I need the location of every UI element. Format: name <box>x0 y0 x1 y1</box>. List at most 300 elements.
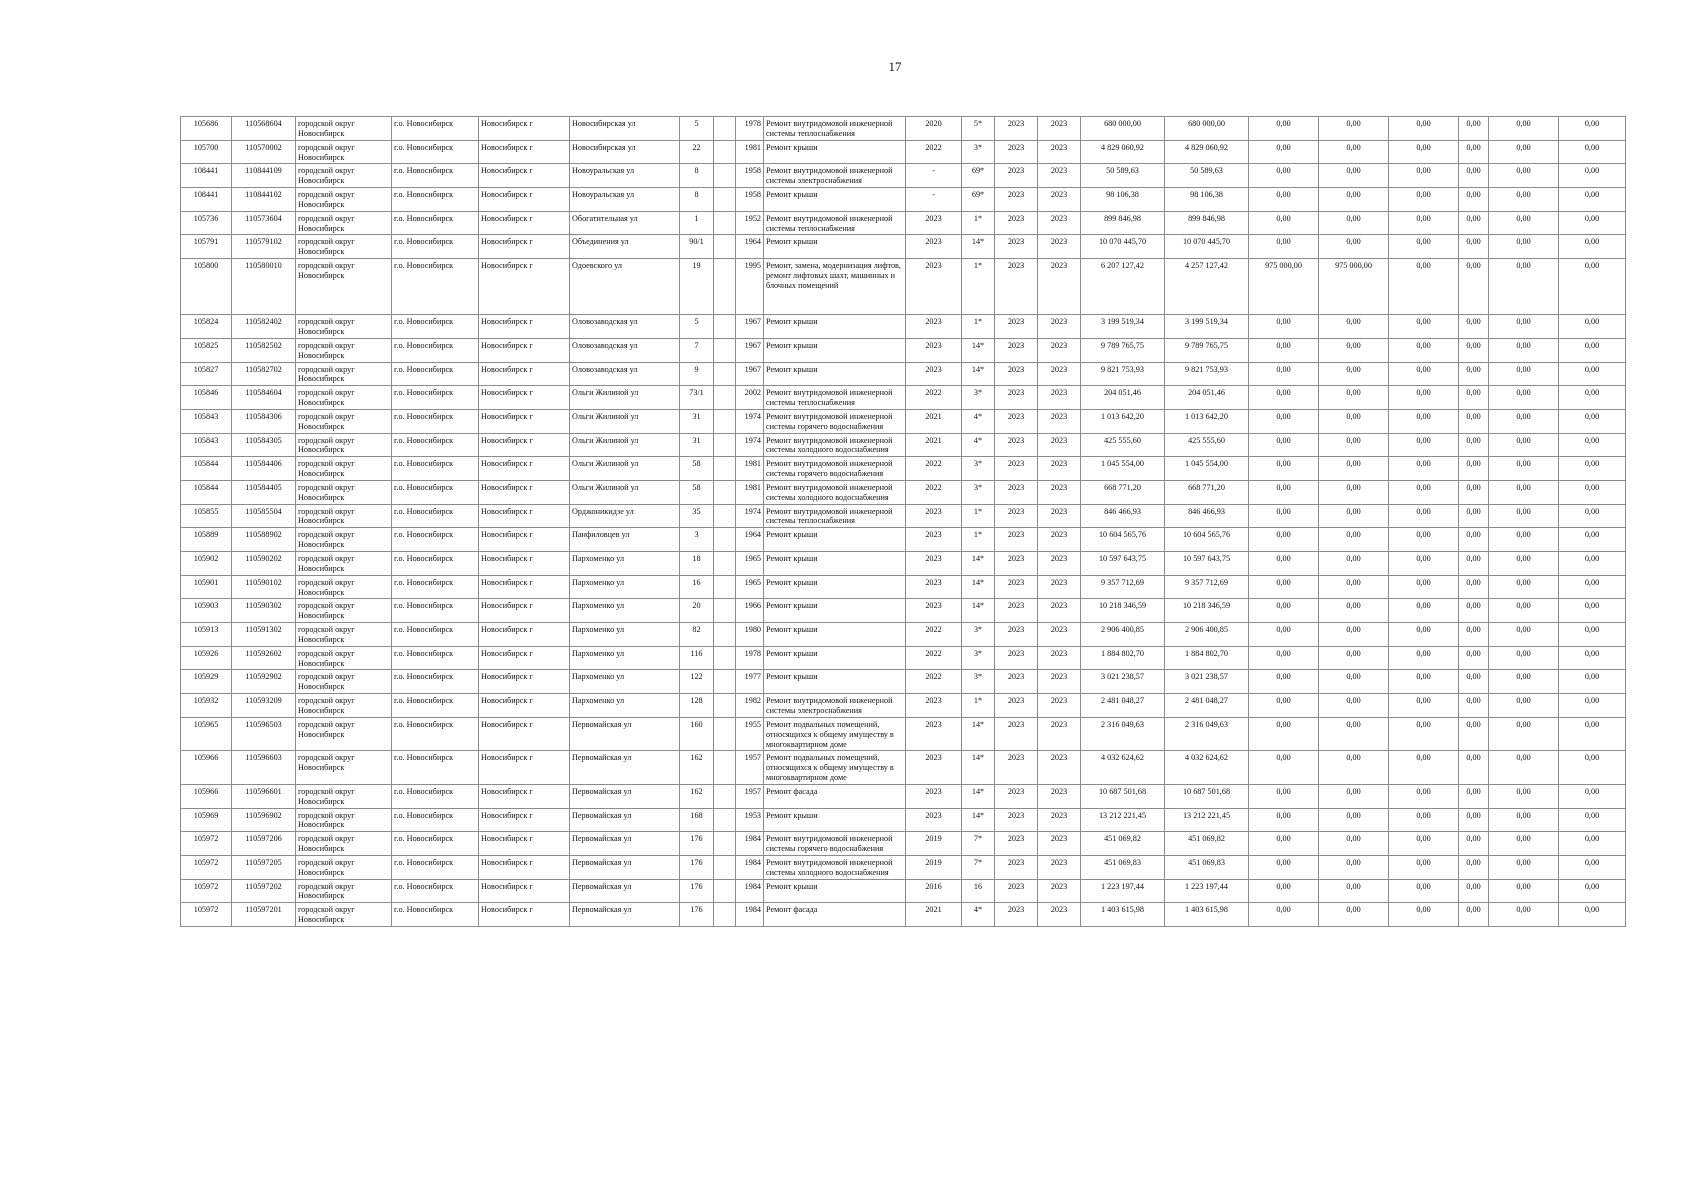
cell-fund-cost: 2 481 048,27 <box>1165 694 1249 718</box>
cell-value-6: 0,00 <box>1559 879 1626 903</box>
cell-municipality: г.о. Новосибирск <box>392 694 479 718</box>
table-row <box>181 832 1626 856</box>
cell-value-5: 0,00 <box>1489 504 1559 528</box>
cell-value-3: 0,00 <box>1389 599 1459 623</box>
cell-building <box>714 670 736 694</box>
cell-fund-cost: 668 771,20 <box>1165 480 1249 504</box>
cell-total-cost: 4 032 624,62 <box>1081 751 1165 785</box>
cell-building <box>714 646 736 670</box>
cell-total-cost: 98 106,38 <box>1081 188 1165 212</box>
cell-municipality: г.о. Новосибирск <box>392 552 479 576</box>
cell-code: 110591302 <box>232 623 296 647</box>
cell-value-3: 0,00 <box>1389 117 1459 141</box>
cell-work-type: Ремонт внутридомовой инженерной системы горячего водоснабжения <box>764 409 906 433</box>
cell-value-5: 0,00 <box>1489 599 1559 623</box>
cell-year-built: 2002 <box>736 386 764 410</box>
cell-year-built: 1980 <box>736 623 764 647</box>
cell-street: Оловозаводская ул <box>570 338 680 362</box>
table-row <box>181 409 1626 433</box>
cell-value-4: 0,00 <box>1459 259 1489 315</box>
cell-value-3: 0,00 <box>1389 259 1459 315</box>
cell-municipality: г.о. Новосибирск <box>392 784 479 808</box>
cell-code: 110588902 <box>232 528 296 552</box>
cell-value-5: 0,00 <box>1489 480 1559 504</box>
cell-plan-start: 2023 <box>995 338 1038 362</box>
table-row <box>181 670 1626 694</box>
cell-year-built: 1964 <box>736 528 764 552</box>
cell-priority: 69* <box>962 164 995 188</box>
cell-city: Новосибирск г <box>479 386 570 410</box>
cell-year-built: 1967 <box>736 338 764 362</box>
cell-value-1: 0,00 <box>1249 575 1319 599</box>
table-row <box>181 480 1626 504</box>
cell-value-2: 0,00 <box>1319 409 1389 433</box>
cell-total-cost: 13 212 221,45 <box>1081 808 1165 832</box>
cell-id: 105972 <box>181 903 232 927</box>
cell-id: 105972 <box>181 879 232 903</box>
cell-value-5: 0,00 <box>1489 808 1559 832</box>
cell-priority: 4* <box>962 903 995 927</box>
cell-value-6: 0,00 <box>1559 646 1626 670</box>
cell-value-1: 0,00 <box>1249 362 1319 386</box>
cell-id: 105800 <box>181 259 232 315</box>
cell-year-built: 1957 <box>736 784 764 808</box>
cell-code: 110584405 <box>232 480 296 504</box>
cell-house: 3 <box>680 528 714 552</box>
cell-value-1: 0,00 <box>1249 599 1319 623</box>
cell-total-cost: 9 789 765,75 <box>1081 338 1165 362</box>
cell-fund-cost: 1 223 197,44 <box>1165 879 1249 903</box>
cell-id: 105913 <box>181 623 232 647</box>
cell-building <box>714 457 736 481</box>
cell-city: Новосибирск г <box>479 409 570 433</box>
cell-district: городской округ Новосибирск <box>296 386 392 410</box>
cell-house: 9 <box>680 362 714 386</box>
cell-id: 105843 <box>181 409 232 433</box>
cell-value-3: 0,00 <box>1389 575 1459 599</box>
cell-value-2: 975 000,00 <box>1319 259 1389 315</box>
cell-priority: 14* <box>962 599 995 623</box>
cell-priority: 7* <box>962 832 995 856</box>
cell-plan-end: 2023 <box>1038 386 1081 410</box>
cell-id: 105901 <box>181 575 232 599</box>
table-row <box>181 188 1626 212</box>
cell-plan-end: 2023 <box>1038 259 1081 315</box>
cell-value-5: 0,00 <box>1489 879 1559 903</box>
cell-code: 110592602 <box>232 646 296 670</box>
cell-municipality: г.о. Новосибирск <box>392 386 479 410</box>
cell-value-4: 0,00 <box>1459 784 1489 808</box>
cell-plan-start: 2023 <box>995 575 1038 599</box>
cell-building <box>714 338 736 362</box>
cell-district: городской округ Новосибирск <box>296 646 392 670</box>
cell-plan-end: 2023 <box>1038 599 1081 623</box>
cell-value-4: 0,00 <box>1459 362 1489 386</box>
cell-building <box>714 235 736 259</box>
cell-street: Новосибирская ул <box>570 117 680 141</box>
cell-value-5: 0,00 <box>1489 670 1559 694</box>
cell-fund-cost: 9 821 753,93 <box>1165 362 1249 386</box>
cell-value-5: 0,00 <box>1489 117 1559 141</box>
cell-street: Пархоменко ул <box>570 599 680 623</box>
cell-value-6: 0,00 <box>1559 235 1626 259</box>
cell-value-6: 0,00 <box>1559 575 1626 599</box>
table-row <box>181 235 1626 259</box>
cell-street: Ольги Жилиной ул <box>570 480 680 504</box>
table-row <box>181 903 1626 927</box>
cell-district: городской округ Новосибирск <box>296 670 392 694</box>
cell-municipality: г.о. Новосибирск <box>392 480 479 504</box>
cell-value-4: 0,00 <box>1459 504 1489 528</box>
cell-plan-end: 2023 <box>1038 855 1081 879</box>
cell-street: Пархоменко ул <box>570 552 680 576</box>
cell-priority: 14* <box>962 552 995 576</box>
cell-value-4: 0,00 <box>1459 903 1489 927</box>
cell-value-4: 0,00 <box>1459 433 1489 457</box>
cell-id: 105843 <box>181 433 232 457</box>
table-row <box>181 315 1626 339</box>
cell-value-4: 0,00 <box>1459 717 1489 751</box>
cell-code: 110584306 <box>232 409 296 433</box>
cell-prev-year: 2023 <box>906 599 962 623</box>
cell-value-1: 0,00 <box>1249 751 1319 785</box>
cell-value-2: 0,00 <box>1319 235 1389 259</box>
cell-value-1: 0,00 <box>1249 879 1319 903</box>
cell-house: 8 <box>680 164 714 188</box>
cell-plan-end: 2023 <box>1038 140 1081 164</box>
cell-value-5: 0,00 <box>1489 259 1559 315</box>
cell-district: городской округ Новосибирск <box>296 188 392 212</box>
table-row <box>181 362 1626 386</box>
cell-building <box>714 140 736 164</box>
cell-plan-start: 2023 <box>995 855 1038 879</box>
cell-total-cost: 4 829 060,92 <box>1081 140 1165 164</box>
cell-building <box>714 504 736 528</box>
cell-street: Первомайская ул <box>570 855 680 879</box>
cell-plan-start: 2023 <box>995 623 1038 647</box>
cell-municipality: г.о. Новосибирск <box>392 504 479 528</box>
cell-building <box>714 480 736 504</box>
cell-plan-start: 2023 <box>995 409 1038 433</box>
cell-value-1: 0,00 <box>1249 386 1319 410</box>
cell-value-6: 0,00 <box>1559 751 1626 785</box>
cell-value-4: 0,00 <box>1459 457 1489 481</box>
cell-id: 105700 <box>181 140 232 164</box>
cell-house: 22 <box>680 140 714 164</box>
cell-value-2: 0,00 <box>1319 433 1389 457</box>
cell-building <box>714 832 736 856</box>
cell-value-4: 0,00 <box>1459 694 1489 718</box>
cell-city: Новосибирск г <box>479 552 570 576</box>
cell-plan-start: 2023 <box>995 646 1038 670</box>
cell-plan-end: 2023 <box>1038 879 1081 903</box>
cell-priority: 14* <box>962 751 995 785</box>
cell-value-4: 0,00 <box>1459 646 1489 670</box>
cell-fund-cost: 3 199 519,34 <box>1165 315 1249 339</box>
cell-work-type: Ремонт подвальных помещений, относящихся к общему имуществу в многоквартирном доме <box>764 717 906 751</box>
cell-value-2: 0,00 <box>1319 879 1389 903</box>
cell-building <box>714 903 736 927</box>
cell-prev-year: 2023 <box>906 808 962 832</box>
cell-value-6: 0,00 <box>1559 832 1626 856</box>
cell-value-6: 0,00 <box>1559 784 1626 808</box>
cell-city: Новосибирск г <box>479 575 570 599</box>
cell-value-2: 0,00 <box>1319 575 1389 599</box>
cell-value-3: 0,00 <box>1389 623 1459 647</box>
table-row <box>181 164 1626 188</box>
cell-total-cost: 10 597 643,75 <box>1081 552 1165 576</box>
cell-plan-end: 2023 <box>1038 552 1081 576</box>
cell-city: Новосибирск г <box>479 528 570 552</box>
cell-value-1: 0,00 <box>1249 646 1319 670</box>
cell-plan-start: 2023 <box>995 903 1038 927</box>
cell-value-3: 0,00 <box>1389 164 1459 188</box>
cell-district: городской округ Новосибирск <box>296 528 392 552</box>
cell-house: 176 <box>680 832 714 856</box>
cell-year-built: 1981 <box>736 140 764 164</box>
cell-prev-year: 2021 <box>906 409 962 433</box>
cell-city: Новосибирск г <box>479 211 570 235</box>
cell-value-4: 0,00 <box>1459 188 1489 212</box>
cell-work-type: Ремонт крыши <box>764 188 906 212</box>
cell-value-3: 0,00 <box>1389 832 1459 856</box>
cell-value-6: 0,00 <box>1559 259 1626 315</box>
cell-code: 110597201 <box>232 903 296 927</box>
cell-municipality: г.о. Новосибирск <box>392 409 479 433</box>
table-row <box>181 433 1626 457</box>
cell-id: 105827 <box>181 362 232 386</box>
cell-prev-year: 2021 <box>906 903 962 927</box>
cell-prev-year: 2023 <box>906 259 962 315</box>
cell-id: 108441 <box>181 188 232 212</box>
cell-house: 82 <box>680 623 714 647</box>
cell-prev-year: 2020 <box>906 117 962 141</box>
cell-value-6: 0,00 <box>1559 599 1626 623</box>
cell-value-6: 0,00 <box>1559 808 1626 832</box>
cell-total-cost: 3 021 238,57 <box>1081 670 1165 694</box>
cell-fund-cost: 4 032 624,62 <box>1165 751 1249 785</box>
cell-year-built: 1995 <box>736 259 764 315</box>
cell-value-1: 0,00 <box>1249 433 1319 457</box>
cell-plan-start: 2023 <box>995 879 1038 903</box>
cell-value-6: 0,00 <box>1559 552 1626 576</box>
cell-municipality: г.о. Новосибирск <box>392 164 479 188</box>
cell-priority: 5* <box>962 117 995 141</box>
cell-value-1: 0,00 <box>1249 552 1319 576</box>
cell-house: 8 <box>680 188 714 212</box>
cell-plan-end: 2023 <box>1038 188 1081 212</box>
cell-street: Одоевского ул <box>570 259 680 315</box>
cell-value-3: 0,00 <box>1389 188 1459 212</box>
cell-total-cost: 451 069,82 <box>1081 832 1165 856</box>
cell-plan-end: 2023 <box>1038 528 1081 552</box>
cell-prev-year: 2022 <box>906 140 962 164</box>
cell-value-3: 0,00 <box>1389 784 1459 808</box>
cell-fund-cost: 10 597 643,75 <box>1165 552 1249 576</box>
cell-value-5: 0,00 <box>1489 751 1559 785</box>
cell-work-type: Ремонт внутридомовой инженерной системы теплоснабжения <box>764 117 906 141</box>
cell-city: Новосибирск г <box>479 117 570 141</box>
cell-city: Новосибирск г <box>479 259 570 315</box>
cell-id: 105844 <box>181 457 232 481</box>
cell-district: городской округ Новосибирск <box>296 751 392 785</box>
cell-plan-end: 2023 <box>1038 409 1081 433</box>
cell-district: городской округ Новосибирск <box>296 140 392 164</box>
cell-fund-cost: 204 051,46 <box>1165 386 1249 410</box>
cell-plan-start: 2023 <box>995 784 1038 808</box>
cell-value-5: 0,00 <box>1489 140 1559 164</box>
cell-plan-start: 2023 <box>995 670 1038 694</box>
cell-value-2: 0,00 <box>1319 386 1389 410</box>
table-row <box>181 808 1626 832</box>
cell-work-type: Ремонт внутридомовой инженерной системы холодного водоснабжения <box>764 480 906 504</box>
cell-code: 110596601 <box>232 784 296 808</box>
cell-house: 128 <box>680 694 714 718</box>
cell-priority: 14* <box>962 808 995 832</box>
cell-value-1: 0,00 <box>1249 409 1319 433</box>
cell-municipality: г.о. Новосибирск <box>392 575 479 599</box>
cell-district: городской округ Новосибирск <box>296 211 392 235</box>
cell-code: 110597206 <box>232 832 296 856</box>
cell-work-type: Ремонт внутридомовой инженерной системы холодного водоснабжения <box>764 855 906 879</box>
cell-municipality: г.о. Новосибирск <box>392 362 479 386</box>
cell-value-6: 0,00 <box>1559 211 1626 235</box>
cell-total-cost: 1 884 802,70 <box>1081 646 1165 670</box>
cell-work-type: Ремонт подвальных помещений, относящихся к общему имуществу в многоквартирном доме <box>764 751 906 785</box>
cell-fund-cost: 846 466,93 <box>1165 504 1249 528</box>
cell-house: 16 <box>680 575 714 599</box>
cell-code: 110592902 <box>232 670 296 694</box>
cell-building <box>714 409 736 433</box>
cell-plan-end: 2023 <box>1038 480 1081 504</box>
cell-value-5: 0,00 <box>1489 832 1559 856</box>
cell-code: 110570002 <box>232 140 296 164</box>
cell-value-3: 0,00 <box>1389 751 1459 785</box>
cell-city: Новосибирск г <box>479 140 570 164</box>
cell-value-3: 0,00 <box>1389 140 1459 164</box>
cell-municipality: г.о. Новосибирск <box>392 903 479 927</box>
table-row <box>181 623 1626 647</box>
cell-house: 162 <box>680 784 714 808</box>
cell-prev-year: 2023 <box>906 338 962 362</box>
cell-street: Оловозаводская ул <box>570 362 680 386</box>
cell-year-built: 1982 <box>736 694 764 718</box>
cell-total-cost: 1 403 615,98 <box>1081 903 1165 927</box>
cell-id: 105966 <box>181 784 232 808</box>
cell-year-built: 1965 <box>736 575 764 599</box>
cell-house: 90/1 <box>680 235 714 259</box>
cell-work-type: Ремонт крыши <box>764 879 906 903</box>
cell-id: 105902 <box>181 552 232 576</box>
cell-total-cost: 451 069,83 <box>1081 855 1165 879</box>
cell-value-1: 0,00 <box>1249 528 1319 552</box>
cell-street: Первомайская ул <box>570 903 680 927</box>
cell-plan-end: 2023 <box>1038 832 1081 856</box>
cell-district: городской округ Новосибирск <box>296 409 392 433</box>
cell-priority: 14* <box>962 338 995 362</box>
cell-year-built: 1974 <box>736 504 764 528</box>
cell-value-6: 0,00 <box>1559 433 1626 457</box>
cell-work-type: Ремонт крыши <box>764 235 906 259</box>
cell-building <box>714 528 736 552</box>
cell-fund-cost: 10 218 346,59 <box>1165 599 1249 623</box>
cell-value-5: 0,00 <box>1489 903 1559 927</box>
cell-value-6: 0,00 <box>1559 504 1626 528</box>
cell-priority: 1* <box>962 504 995 528</box>
cell-prev-year: 2023 <box>906 751 962 785</box>
cell-municipality: г.о. Новосибирск <box>392 117 479 141</box>
cell-building <box>714 164 736 188</box>
cell-plan-end: 2023 <box>1038 784 1081 808</box>
cell-total-cost: 9 821 753,93 <box>1081 362 1165 386</box>
cell-fund-cost: 1 045 554,00 <box>1165 457 1249 481</box>
cell-street: Обогатительная ул <box>570 211 680 235</box>
cell-fund-cost: 10 070 445,70 <box>1165 235 1249 259</box>
cell-total-cost: 3 199 519,34 <box>1081 315 1165 339</box>
cell-plan-start: 2023 <box>995 211 1038 235</box>
cell-value-6: 0,00 <box>1559 117 1626 141</box>
cell-street: Первомайская ул <box>570 832 680 856</box>
cell-city: Новосибирск г <box>479 362 570 386</box>
cell-plan-start: 2023 <box>995 235 1038 259</box>
cell-value-1: 0,00 <box>1249 457 1319 481</box>
cell-prev-year: 2023 <box>906 784 962 808</box>
cell-municipality: г.о. Новосибирск <box>392 259 479 315</box>
cell-value-3: 0,00 <box>1389 694 1459 718</box>
cell-street: Пархоменко ул <box>570 694 680 718</box>
cell-value-1: 0,00 <box>1249 623 1319 647</box>
cell-id: 105972 <box>181 832 232 856</box>
cell-work-type: Ремонт крыши <box>764 140 906 164</box>
cell-id: 105825 <box>181 338 232 362</box>
cell-value-1: 0,00 <box>1249 855 1319 879</box>
cell-priority: 16 <box>962 879 995 903</box>
cell-priority: 14* <box>962 575 995 599</box>
cell-work-type: Ремонт крыши <box>764 528 906 552</box>
cell-priority: 3* <box>962 623 995 647</box>
cell-house: 73/1 <box>680 386 714 410</box>
cell-priority: 4* <box>962 433 995 457</box>
cell-value-2: 0,00 <box>1319 784 1389 808</box>
cell-prev-year: 2022 <box>906 670 962 694</box>
cell-year-built: 1977 <box>736 670 764 694</box>
cell-fund-cost: 680 000,00 <box>1165 117 1249 141</box>
cell-value-6: 0,00 <box>1559 717 1626 751</box>
cell-district: городской округ Новосибирск <box>296 235 392 259</box>
cell-city: Новосибирск г <box>479 808 570 832</box>
cell-year-built: 1978 <box>736 117 764 141</box>
cell-value-1: 0,00 <box>1249 235 1319 259</box>
cell-plan-end: 2023 <box>1038 457 1081 481</box>
cell-code: 110590302 <box>232 599 296 623</box>
cell-plan-start: 2023 <box>995 117 1038 141</box>
cell-building <box>714 386 736 410</box>
cell-value-2: 0,00 <box>1319 694 1389 718</box>
cell-value-1: 0,00 <box>1249 211 1319 235</box>
cell-priority: 1* <box>962 528 995 552</box>
cell-priority: 1* <box>962 211 995 235</box>
table-row <box>181 386 1626 410</box>
cell-value-5: 0,00 <box>1489 164 1559 188</box>
cell-house: 160 <box>680 717 714 751</box>
cell-municipality: г.о. Новосибирск <box>392 879 479 903</box>
cell-year-built: 1974 <box>736 433 764 457</box>
cell-value-4: 0,00 <box>1459 855 1489 879</box>
table-row <box>181 552 1626 576</box>
cell-value-5: 0,00 <box>1489 235 1559 259</box>
cell-prev-year: 2019 <box>906 855 962 879</box>
cell-value-3: 0,00 <box>1389 879 1459 903</box>
